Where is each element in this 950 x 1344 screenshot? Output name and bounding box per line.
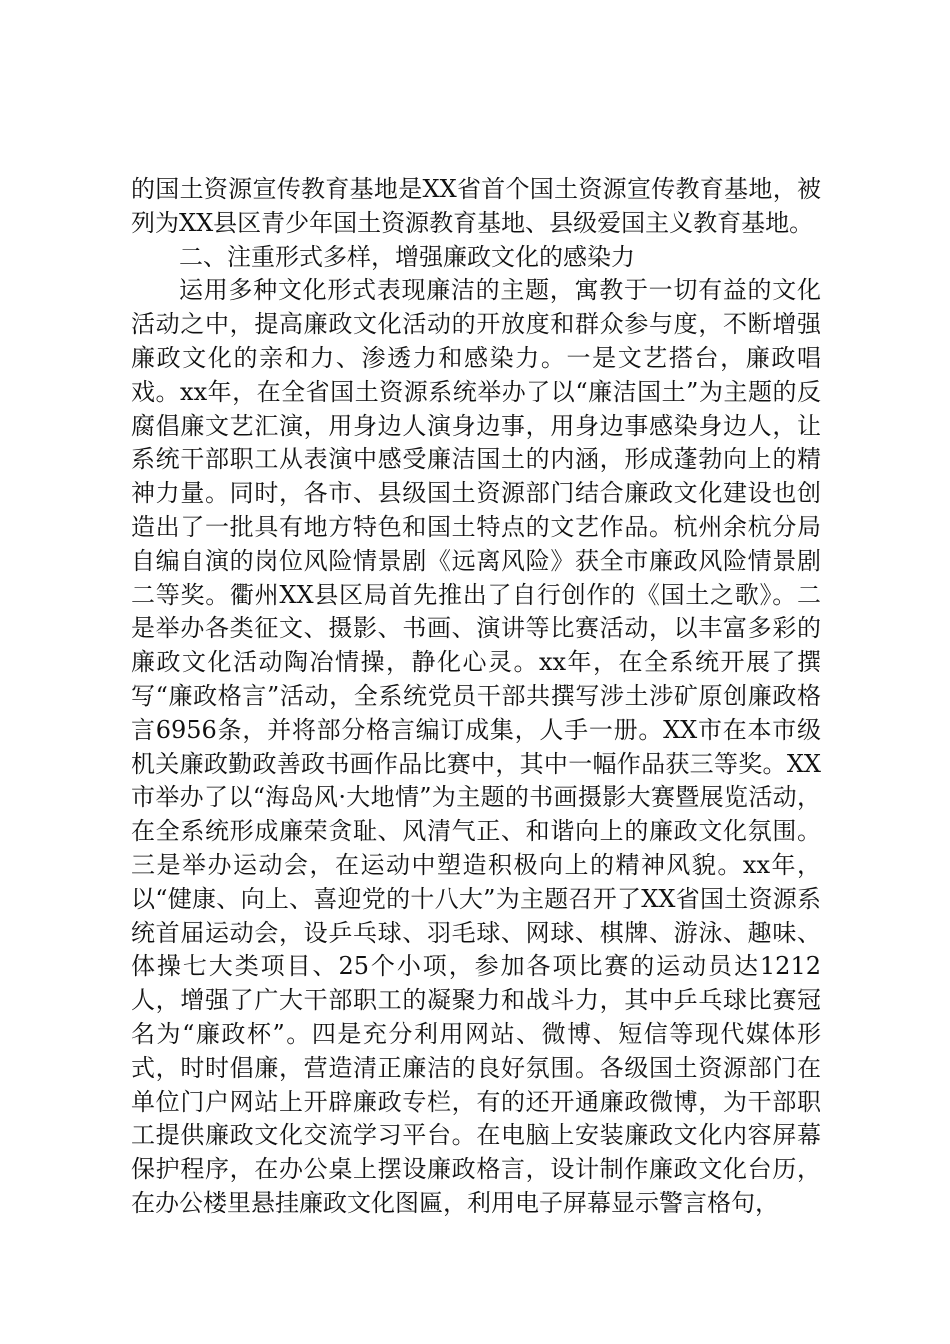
- document-body: [131, 173, 821, 1221]
- paragraph-body: 运用多种文化形式表现廉洁的主题，寓教于一切有益的文化活动之中，提高廉政文化活动的开放度和群众参与度，不断增强廉政文化的亲和力、渗透力和感染力。一是文艺搭台，廉政唱戏。xx年，在全省国土资源系统举办了以“廉洁国土”为主题的反腐倡廉文艺汇演，用身边人演身边事，用身边事感染身边人，让系统干部职工从表演中感受廉洁国土的内涵，形成蓬勃向上的精神力量。同时，各市、县级国土资源部门结合廉政文化建设也创造出了一批具有地方特色和国土特点的文艺作品。杭州余杭分局自编自演的岗位风险情景剧《远离风险》获全市廉政风险情景剧二等奖。衢州XX县区局首先推出了自行创作的《国土之歌》。二是举办各类征文、摄影、书画、演讲等比赛活动，以丰富多彩的廉政文化活动陶冶情操，静化心灵。xx年，在全系统开展了撰写“廉政格言”活动，全系统党员干部共撰写涉土涉矿原创廉政格言6956条，并将部分格言编订成集，人手一册。XX市在本市级机关廉政勤政善政书画作品比赛中，其中一幅作品获三等奖。XX市举办了以“海岛风·大地情”为主题的书画摄影大赛暨展览活动，在全系统形成廉荣贪耻、风清气正、和谐向上的廉政文化氛围。三是举办运动会，在运动中塑造积极向上的精神风貌。xx年，以“健康、向上、喜迎党的十八大”为主题召开了XX省国土资源系统首届运动会，设乒乓球、羽毛球、网球、棋牌、游泳、趣味、体操七大类项目、25个小项，参加各项比赛的运动员达1212人，增强了广大干部职工的凝聚力和战斗力，其中乒乓球比赛冠名为“廉政杯”。四是充分利用网站、微博、短信等现代媒体形式，时时倡廉，营造清正廉洁的良好氛围。各级国土资源部门在单位门户网站上开辟廉政专栏，有的还开通廉政微博，为干部职工提供廉政文化交流学习平台。在电脑上安装廉政文化内容屏幕保护程序，在办公桌上摆设廉政格言，设计制作廉政文化台历，在办公楼里悬挂廉政文化图匾，利用电子屏幕显示警言格句，: [131, 276, 821, 1217]
- section-heading: 二、注重形式多样，增强廉政文化的感染力: [179, 242, 635, 271]
- paragraph-continuation: 的国土资源宣传教育基地是XX省首个国土资源宣传教育基地，被列为XX县区青少年国土资源教育基地、县级爱国主义教育基地。: [131, 175, 821, 237]
